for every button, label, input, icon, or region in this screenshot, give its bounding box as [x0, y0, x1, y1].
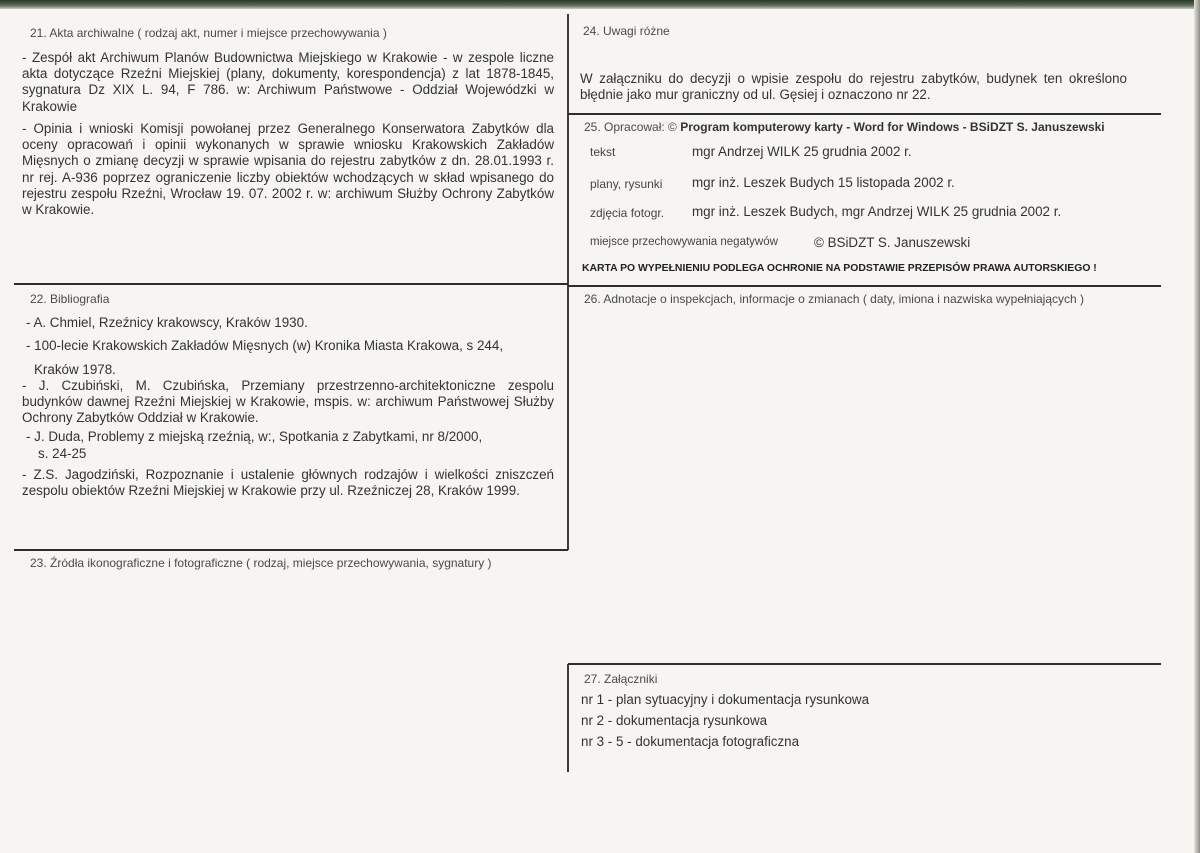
- negatives-location-label: miejsce przechowywania negatywów: [590, 236, 778, 248]
- divider-26-27: [568, 663, 1161, 665]
- bibliography-entry-4-cont: s. 24-25: [38, 446, 87, 461]
- bibliography-entry-2-cont: Kraków 1978.: [34, 362, 116, 377]
- center-divider: [567, 14, 569, 550]
- section-23-title: 23. Źródła ikonograficzne i fotograficzne ( rodzaj, miejsce przechowywania, sygnatury ): [30, 556, 492, 570]
- section-21-entry-2: - Opinia i wnioski Komisji powołanej przez Generalnego Konserwatora Zabytków dla oceny opracowań i opinii wykonanych w sprawie wniosku Krakowskich Zakładów Mięsnych o zmianę decyzji w sprawie wpisania do rejestru zabytków z dn. 28.01.1993 r. nr rej. A-936 poprzez ograniczenie liczby obiektów wchodzących w skład wpisanego do rejestru zespołu Rzeźni, Wrocław 19. 07. 2002 r. w: archiwum Służby Ochrony Zabytków w Krakowie.: [22, 121, 554, 218]
- author-value-text: mgr Andrzej WILK 25 grudnia 2002 r.: [692, 144, 912, 159]
- section-27-title: 27. Załączniki: [584, 672, 658, 686]
- section-24-title: 24. Uwagi różne: [583, 24, 670, 38]
- bibliography-entry-2: - 100-lecie Krakowskich Zakładów Mięsnych (w) Kronika Miasta Krakowa, s 244,: [26, 338, 504, 353]
- section-26-title: 26. Adnotacje o inspekcjach, informacje o zmianach ( daty, imiona i nazwiska wypełniających ): [584, 292, 1085, 306]
- bibliography-entry-1: - A. Chmiel, Rzeźnicy krakowscy, Kraków 1930.: [26, 315, 308, 330]
- bibliography-entry-3: - J. Czubiński, M. Czubińska, Przemiany przestrzenno-architektoniczne zespolu budynków dawnej Rzeźni Miejskiej w Krakowie, mspis. w: archiwum Państwowej Służby Ochrony Zabytków Oddział w Krakowie.: [22, 378, 554, 426]
- divider-22-23: [14, 549, 568, 551]
- attachment-item-1: nr 1 - plan sytuacyjny i dokumentacja rysunkowa: [581, 692, 870, 707]
- bibliography-entry-5: - Z.S. Jagodziński, Rozpoznanie i ustalenie głównych rodzajów i wielkości zniszczeń zespolu obiektów Rzeźni Miejskiej w Krakowie przy ul. Rzeźniczej 28, Kraków 1999.: [22, 467, 554, 499]
- right-lower-divider: [567, 664, 569, 772]
- divider-24-25: [568, 113, 1161, 115]
- section-21-title: 21. Akta archiwalne ( rodzaj akt, numer i miejsce przechowywania ): [30, 26, 387, 40]
- copyright-notice: KARTA PO WYPEŁNIENIU PODLEGA OCHRONIE NA PODSTAWIE PRZEPISÓW PRAWA AUTORSKIEGO !: [582, 263, 1097, 274]
- negatives-location-value: © BSiDZT S. Januszewski: [814, 235, 971, 250]
- author-value-drawings: mgr inż. Leszek Budych 15 listopada 2002 r.: [692, 175, 955, 190]
- section-25-title-label: 25. Opracował: ©: [584, 120, 677, 134]
- divider-21-22: [14, 283, 568, 285]
- author-label-photos: zdjęcia fotogr.: [590, 206, 665, 220]
- scan-top-edge: [0, 0, 1200, 9]
- author-label-text: tekst: [590, 145, 616, 159]
- scan-right-edge: [1194, 0, 1200, 853]
- section-25-title: [584, 120, 1105, 134]
- author-label-drawings: plany, rysunki: [590, 177, 663, 191]
- attachment-item-2: nr 2 - dokumentacja rysunkowa: [581, 713, 768, 728]
- attachment-item-3: nr 3 - 5 - dokumentacja fotograficzna: [581, 734, 800, 749]
- bibliography-entry-4: - J. Duda, Problemy z miejską rzeźnią, w:, Spotkania z Zabytkami, nr 8/2000,: [26, 429, 483, 444]
- section-22-title: 22. Bibliografia: [30, 292, 110, 306]
- author-value-photos: mgr inż. Leszek Budych, mgr Andrzej WILK 25 grudnia 2002 r.: [692, 204, 1062, 219]
- section-24-note: W załączniku do decyzji o wpisie zespołu do rejestru zabytków, budynek ten określono błędnie jako mur graniczny od ul. Gęsiej i oznaczono nr 22.: [580, 71, 1127, 103]
- divider-25-26: [568, 285, 1161, 287]
- section-25-title-program: Program komputerowy karty - Word for Windows - BSiDZT S. Januszewski: [680, 120, 1105, 134]
- section-21-entry-1: - Zespół akt Archiwum Planów Budownictwa Miejskiego w Krakowie - w zespole liczne akta dotyczące Rzeźni Miejskiej (plany, dokumenty, korespondencja) z lat 1878-1845, sygnatura Dz XIX L. 94, F 786. w: Archiwum Państwowe - Oddział Wojewódzki w Krakowie: [22, 50, 554, 114]
